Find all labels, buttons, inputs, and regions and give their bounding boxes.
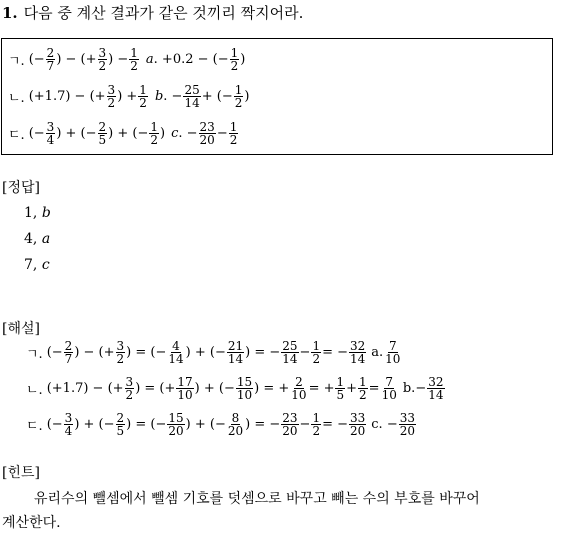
numerator: 15 xyxy=(168,411,184,425)
box-line-2 xyxy=(8,84,249,109)
numerator: 21 xyxy=(227,339,244,353)
match-var: c xyxy=(171,126,179,141)
fraction xyxy=(176,376,193,401)
denominator: 14 xyxy=(428,388,444,402)
box-line-3 xyxy=(8,121,239,146)
numerator: 3 xyxy=(98,46,107,60)
denominator: 14 xyxy=(282,352,298,366)
fraction xyxy=(64,340,74,365)
numerator: 7 xyxy=(385,375,394,389)
numerator: 2 xyxy=(64,339,73,353)
expr-part: ) + (− xyxy=(185,345,226,360)
denominator: 2 xyxy=(130,59,138,73)
answer-heading: [정답] xyxy=(2,180,40,196)
choice-box xyxy=(1,38,553,155)
expr-part: ) = (+ xyxy=(135,381,176,396)
numerator: 33 xyxy=(350,411,366,425)
hint-line-2: 계산한다. xyxy=(2,515,61,531)
fraction xyxy=(183,84,200,109)
explanation-line-1 xyxy=(26,340,402,365)
denominator: 2 xyxy=(230,59,239,73)
denominator: 2 xyxy=(107,96,116,110)
expr-part: . − xyxy=(178,126,198,141)
expr-part: (− xyxy=(28,126,45,141)
fraction xyxy=(281,412,298,437)
expr-part: = + xyxy=(308,381,335,396)
denominator: 2 xyxy=(312,352,321,366)
numerator: 4 xyxy=(172,339,180,353)
line-label: ㄴ. xyxy=(26,383,43,398)
denominator: 2 xyxy=(229,133,238,147)
numerator: 1 xyxy=(312,339,321,353)
expr-part: + xyxy=(346,381,358,396)
denominator: 10 xyxy=(381,388,397,402)
fraction xyxy=(129,47,139,72)
explanation-line-3 xyxy=(26,412,417,437)
numerator: 1 xyxy=(229,120,238,134)
fraction xyxy=(358,376,368,401)
fraction xyxy=(229,121,239,146)
numerator: 1 xyxy=(234,83,243,97)
denominator: 14 xyxy=(350,352,366,366)
answer-var: b xyxy=(41,205,51,221)
expr-part: = − xyxy=(322,417,348,432)
denominator: 20 xyxy=(199,133,215,147)
answer-item xyxy=(24,257,50,273)
fraction xyxy=(335,376,345,401)
denominator: 14 xyxy=(168,352,184,366)
answer-num: 7, xyxy=(24,257,38,273)
numerator: 3 xyxy=(64,411,73,425)
numerator: 32 xyxy=(350,339,366,353)
fraction xyxy=(64,412,74,437)
denominator: 20 xyxy=(168,424,184,438)
denominator: 7 xyxy=(64,352,73,366)
numerator: 1 xyxy=(312,411,321,425)
denominator: 10 xyxy=(385,352,401,366)
numerator: 1 xyxy=(359,375,367,389)
expr-part: . +0.2 − (− xyxy=(153,52,229,67)
denominator: 7 xyxy=(46,59,55,73)
denominator: 4 xyxy=(46,133,55,147)
numerator: 25 xyxy=(184,83,200,97)
fraction xyxy=(311,340,321,365)
fraction xyxy=(116,340,126,365)
numerator: 1 xyxy=(150,120,158,134)
numerator: 23 xyxy=(199,120,215,134)
fraction xyxy=(46,121,56,146)
numerator: 2 xyxy=(46,46,55,60)
expr-part: c. − xyxy=(371,417,398,432)
answer-var: c xyxy=(41,257,50,273)
expr-part: (− xyxy=(46,345,63,360)
fraction xyxy=(167,412,184,437)
line-label: ㄷ. xyxy=(26,419,43,434)
match-var: b xyxy=(154,89,164,104)
denominator: 5 xyxy=(116,424,125,438)
numerator: 1 xyxy=(336,375,345,389)
fraction xyxy=(167,340,184,365)
fraction xyxy=(349,340,366,365)
expr-part: ) = + xyxy=(254,381,290,396)
expr-part: + (− xyxy=(201,89,233,104)
numerator: 7 xyxy=(388,339,397,353)
fraction xyxy=(230,47,240,72)
expr-part: − xyxy=(216,126,228,141)
denominator: 20 xyxy=(350,424,366,438)
expr-part: ) + (− xyxy=(56,126,97,141)
expr-part: − xyxy=(299,417,311,432)
denominator: 2 xyxy=(125,388,134,402)
answer-item xyxy=(24,231,50,247)
fraction xyxy=(138,84,148,109)
numerator: 1 xyxy=(139,83,147,97)
box-line-1 xyxy=(8,47,245,72)
expr-part: (+1.7) − (+ xyxy=(28,89,106,104)
expr-part: (− xyxy=(28,52,45,67)
fraction xyxy=(236,376,253,401)
expr-part: ) = (− xyxy=(126,417,167,432)
fraction xyxy=(107,84,117,109)
expr-part: a. xyxy=(371,345,384,360)
expr-part: b.− xyxy=(402,381,427,396)
expr-part: ) − xyxy=(108,52,129,67)
denominator: 10 xyxy=(177,388,193,402)
answer-num: 4, xyxy=(24,231,38,247)
fraction xyxy=(281,340,298,365)
question xyxy=(2,2,303,23)
numerator: 1 xyxy=(130,46,138,60)
fraction xyxy=(98,47,108,72)
numerator: 23 xyxy=(282,411,298,425)
denominator: 2 xyxy=(312,424,321,438)
denominator: 2 xyxy=(116,352,125,366)
expr-part: ) − (+ xyxy=(56,52,97,67)
fraction xyxy=(116,412,126,437)
line-label: ㄷ. xyxy=(8,128,25,143)
hint-heading: [힌트] xyxy=(2,465,40,481)
numerator: 2 xyxy=(98,120,107,134)
fraction xyxy=(46,47,56,72)
fraction xyxy=(227,340,244,365)
denominator: 5 xyxy=(98,133,107,147)
expr-part: = xyxy=(368,381,380,396)
expr-part: . − xyxy=(163,89,183,104)
expr-part: (− xyxy=(46,417,63,432)
expr-part: ) = (− xyxy=(126,345,167,360)
denominator: 10 xyxy=(291,388,307,402)
expr-part: = − xyxy=(322,345,348,360)
fraction xyxy=(381,376,398,401)
fraction xyxy=(199,121,216,146)
expr-part: ) = − xyxy=(245,345,281,360)
expr-part: ) xyxy=(160,126,166,141)
question-text: 다음 중 계산 결과가 같은 것끼리 짝지어라. xyxy=(23,4,304,22)
numerator: 32 xyxy=(428,375,444,389)
hint-line-1: 유리수의 뺄셈에서 뺄셈 기호를 덧셈으로 바꾸고 빼는 수의 부호를 바꾸어 xyxy=(34,491,480,507)
numerator: 2 xyxy=(116,411,125,425)
denominator: 20 xyxy=(399,424,416,438)
line-label: ㄱ. xyxy=(8,54,25,69)
explanation-line-2 xyxy=(26,376,446,401)
fraction xyxy=(149,121,159,146)
expr-part: ) + (− xyxy=(74,417,115,432)
denominator: 20 xyxy=(227,424,244,438)
numerator: 3 xyxy=(46,120,55,134)
denominator: 2 xyxy=(234,96,243,110)
numerator: 3 xyxy=(125,375,134,389)
expr-part: (+1.7) − (+ xyxy=(46,381,124,396)
denominator: 14 xyxy=(227,352,244,366)
expr-part: − xyxy=(299,345,311,360)
expr-part: ) xyxy=(244,89,250,104)
fraction xyxy=(125,376,135,401)
denominator: 2 xyxy=(150,133,158,147)
fraction xyxy=(290,376,307,401)
fraction xyxy=(384,340,401,365)
numerator: 2 xyxy=(295,375,303,389)
expr-part: ) − (+ xyxy=(74,345,115,360)
fraction xyxy=(227,412,244,437)
numerator: 33 xyxy=(399,411,416,425)
denominator: 20 xyxy=(282,424,298,438)
numerator: 3 xyxy=(116,339,125,353)
numerator: 25 xyxy=(282,339,298,353)
expr-part: ) xyxy=(240,52,246,67)
denominator: 2 xyxy=(139,96,147,110)
answer-num: 1, xyxy=(24,205,38,221)
denominator: 10 xyxy=(236,388,253,402)
numerator: 17 xyxy=(177,375,193,389)
denominator: 4 xyxy=(64,424,73,438)
numerator: 15 xyxy=(236,375,253,389)
answer-item xyxy=(24,205,51,221)
denominator: 14 xyxy=(184,96,200,110)
fraction xyxy=(98,121,108,146)
fraction xyxy=(311,412,321,437)
line-label: ㄱ. xyxy=(26,347,43,362)
denominator: 2 xyxy=(98,59,107,73)
question-number: 1. xyxy=(2,4,18,22)
fraction xyxy=(427,376,444,401)
numerator: 3 xyxy=(107,83,116,97)
denominator: 2 xyxy=(359,388,367,402)
expr-part: ) = − xyxy=(245,417,281,432)
line-label: ㄴ. xyxy=(8,91,25,106)
expr-part: ) + (− xyxy=(108,126,149,141)
answer-var: a xyxy=(41,231,51,247)
match-var: a xyxy=(145,52,154,67)
fraction xyxy=(399,412,416,437)
explanation-heading: [해설] xyxy=(2,321,40,337)
numerator: 1 xyxy=(230,46,239,60)
expr-part: ) + (− xyxy=(185,417,226,432)
numerator: 8 xyxy=(231,411,240,425)
fraction xyxy=(234,84,244,109)
expr-part: ) + xyxy=(117,89,138,104)
expr-part: ) + (− xyxy=(194,381,235,396)
fraction xyxy=(349,412,366,437)
denominator: 5 xyxy=(336,388,345,402)
